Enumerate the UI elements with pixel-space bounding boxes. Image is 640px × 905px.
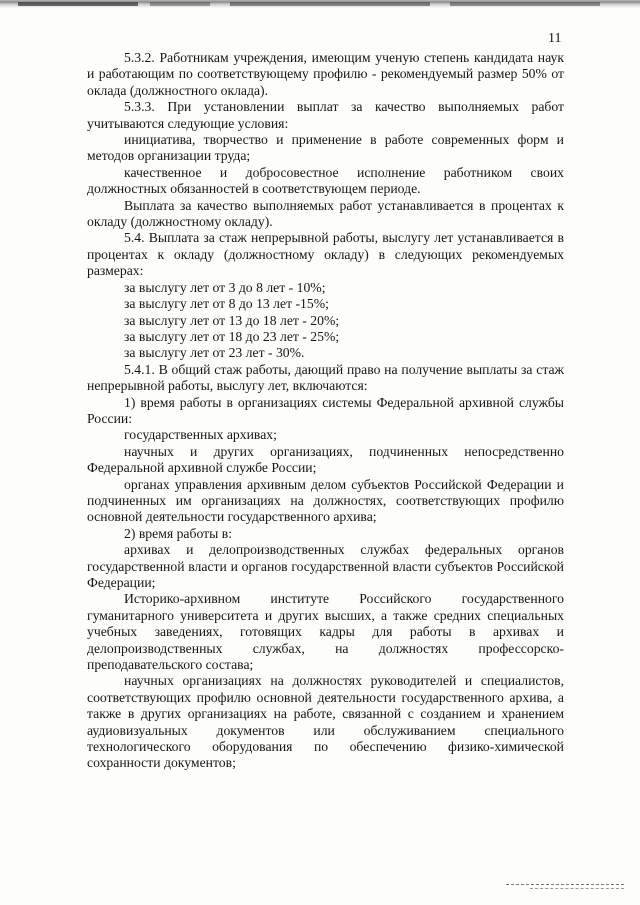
condition-item: качественное и добросовестное исполнение работником своих должностных обязанностей в соответствующем периоде.: [87, 164, 564, 197]
list-item: органах управления архивным делом субъектов Российской Федерации и подчиненных им организациях на должностях, соответствующих профилю основной деятельности государственного архива;: [87, 476, 564, 525]
paragraph-5-3-3: 5.3.3. При установлении выплат за качество выполняемых работ учитываются следующие условия:: [87, 99, 564, 131]
list-item: научных и других организациях, подчиненных непосредственно Федеральной архивной службе России;: [87, 443, 564, 476]
paragraph: Выплата за качество выполняемых работ устанавливается в процентах к окладу (должностному окладу).: [87, 197, 564, 230]
seniority-rate-item: за выслугу лет от 23 лет - 30%.: [124, 345, 305, 361]
seniority-rate-item: за выслугу лет от 13 до 18 лет - 20%;: [124, 312, 340, 328]
list-item: государственных архивах;: [124, 427, 277, 443]
list-item: 2) время работы в:: [124, 525, 232, 541]
document-body: [87, 50, 564, 772]
scan-mark: [150, 2, 210, 6]
paragraph-5-4-1: 5.4.1. В общий стаж работы, дающий право на получение выплаты за стаж непрерывной работы, выслугу лет, включаются:: [87, 361, 564, 394]
scan-mark: [450, 2, 600, 6]
seniority-rate-item: за выслугу лет от 8 до 13 лет -15%;: [124, 296, 329, 312]
list-item: Историко-архивном институте Российского государственного гуманитарного университета и других высших, а также средних специальных учебных заведениях, готовящих кадры для работы в архивах и делопроизводственных службах, на должностях профессорско-преподавательского состава;: [87, 591, 564, 673]
page-number: 11: [548, 31, 562, 46]
list-item: научных организациях на должностях руководителей и специалистов, соответствующих профилю основной деятельности государственного архива, а также в других организациях на работе, связанной с созданием и хранением аудиовизуальных документов или обслуживанием специального технологического оборудования по обеспечению физико-химической сохранности документов;: [87, 673, 564, 771]
seniority-rate-item: за выслугу лет от 3 до 8 лет - 10%;: [124, 279, 326, 295]
scan-bottom-mark: [530, 888, 624, 889]
list-item: 1) время работы в организациях системы Федеральной архивной службы России:: [87, 394, 564, 426]
paragraph-5-3-2: 5.3.2. Работникам учреждения, имеющим ученую степень кандидата наук и работающим по соответствующему профилю - рекомендуемый размер 50% от оклада (должностного оклада).: [87, 50, 564, 98]
list-item: архивах и делопроизводственных службах федеральных органов государственной власти и органов государственной власти субъектов Российской Федерации;: [87, 542, 564, 590]
scan-mark: [230, 2, 430, 6]
condition-item: инициатива, творчество и применение в работе современных форм и методов организации труда;: [87, 132, 564, 164]
scan-bottom-mark: [506, 884, 624, 885]
seniority-rate-item: за выслугу лет от 18 до 23 лет - 25%;: [124, 328, 340, 344]
scan-mark: [18, 2, 138, 6]
paragraph-5-4: 5.4. Выплата за стаж непрерывной работы, выслугу лет устанавливается в процентах к окладу (должностному окладу) в следующих рекомендуемых размерах:: [87, 230, 564, 279]
